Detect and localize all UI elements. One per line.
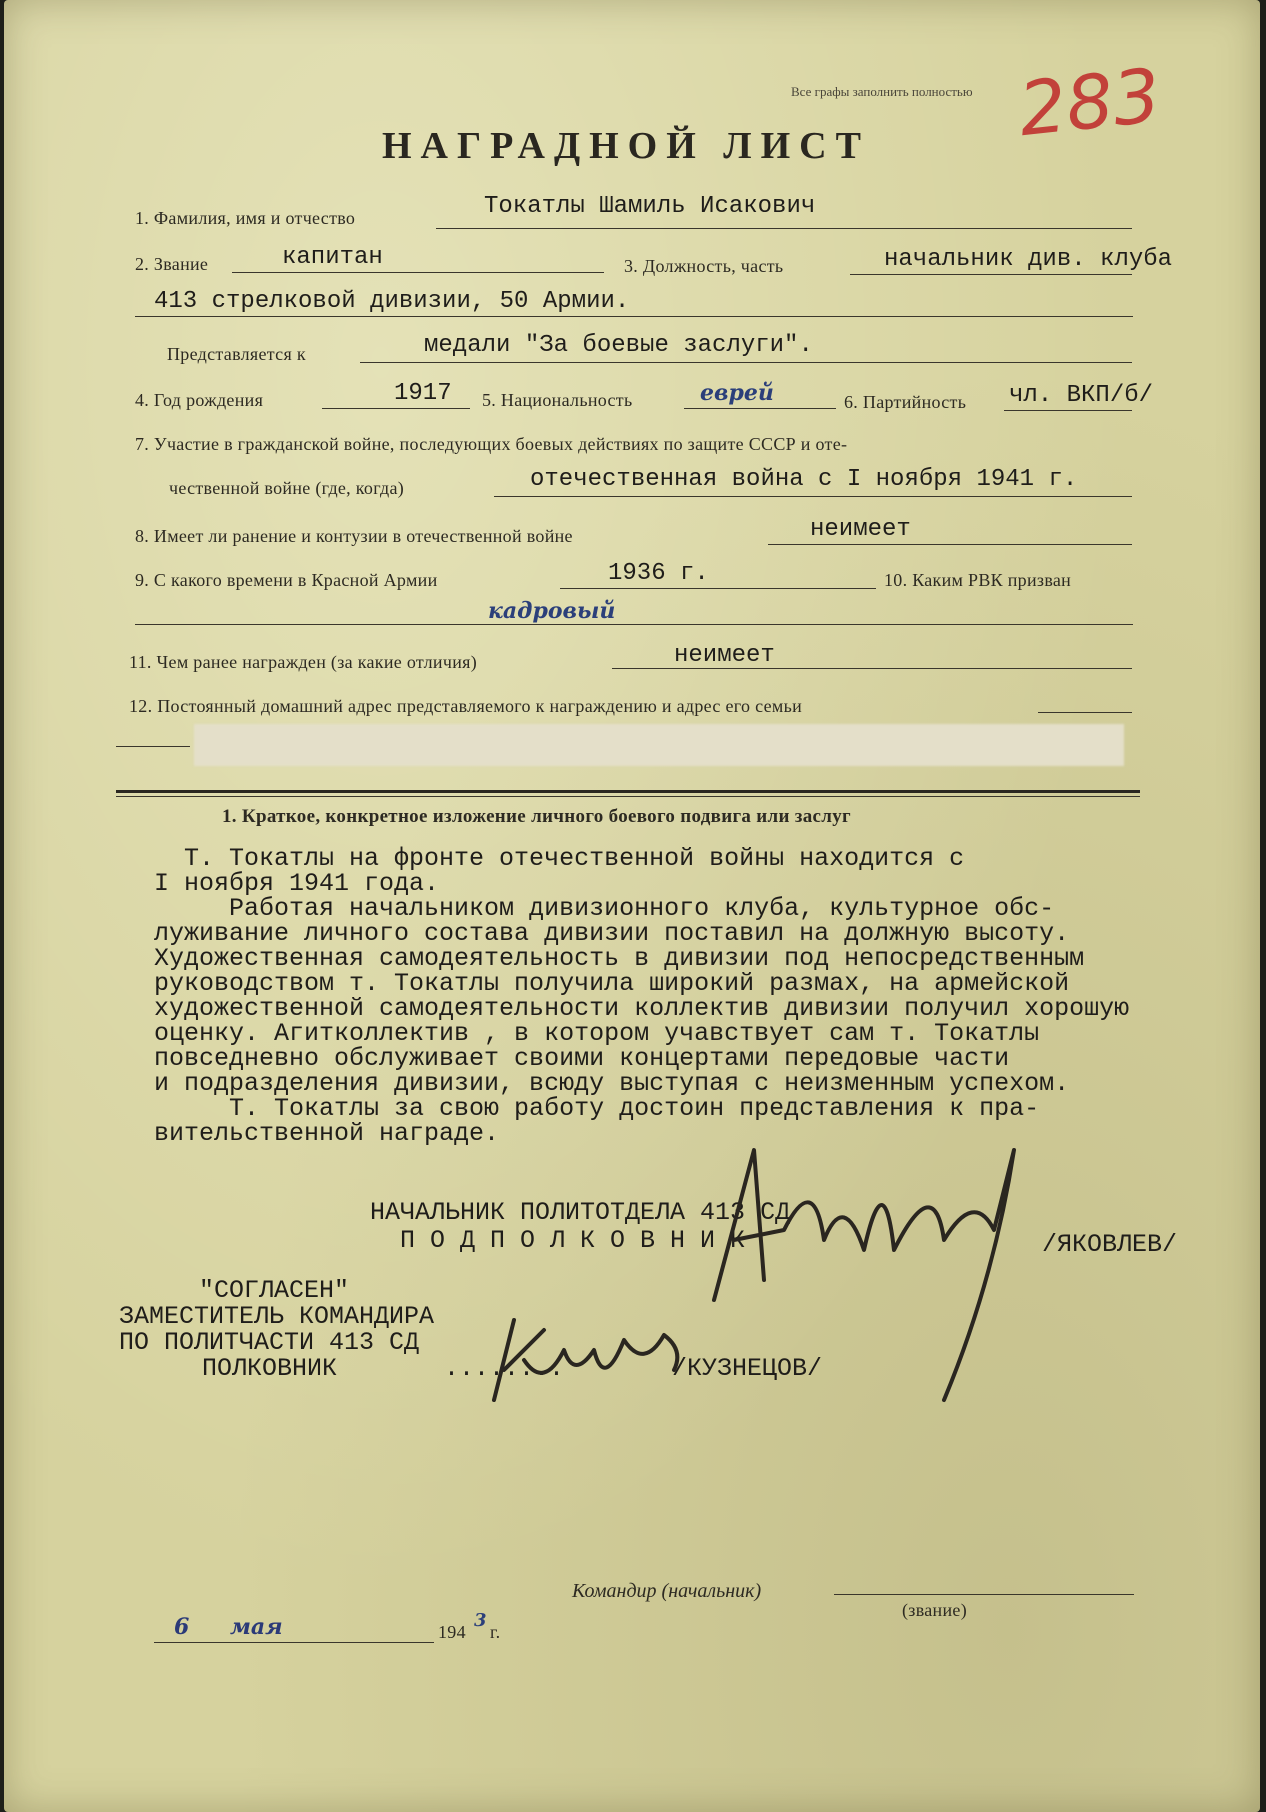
date-year-digit: 3 xyxy=(474,1610,487,1631)
field-3-value-cont: 413 стрелковой дивизии, 50 Армии. xyxy=(154,288,630,315)
redacted-address xyxy=(194,724,1124,766)
citation-line: оценку. Агитколлектив , в котором учавствует сам т. Токатлы xyxy=(154,1019,1040,1048)
archive-number: 283 xyxy=(1014,52,1165,154)
citation-line: Т. Токатлы за свою работу достоин представления к пра- xyxy=(154,1094,1040,1123)
field-2-line xyxy=(232,272,604,273)
signer-1-name: /ЯКОВЛЕВ/ xyxy=(1042,1230,1178,1259)
citation-line: Художественная самодеятельность в дивизии под непосредственным xyxy=(154,944,1085,973)
citation-text xyxy=(154,846,1129,1146)
field-3-line-cont xyxy=(135,316,1133,317)
field-1-value: Токатлы Шамиль Исакович xyxy=(484,193,816,220)
field-9-label: 9. С какого времени в Красной Армии xyxy=(135,570,438,590)
field-7-label-line2: чественной войне (где, когда) xyxy=(169,478,405,498)
citation-line: повседневно обслуживает своими концертами передовые части xyxy=(154,1044,1010,1073)
field-3-label: 3. Должность, часть xyxy=(624,256,784,276)
signer-2-subtitle: ПО ПОЛИТЧАСТИ 413 СД xyxy=(119,1328,420,1357)
award-sheet-page xyxy=(4,0,1260,1812)
field-6-line xyxy=(1004,410,1132,411)
field-4-value: 1917 xyxy=(394,380,452,407)
signer-2-title: ЗАМЕСТИТЕЛЬ КОМАНДИРА xyxy=(119,1302,435,1331)
field-10-line xyxy=(135,624,1133,625)
citation-line: Т. Токатлы на фронте отечественной войны находится с xyxy=(154,844,965,873)
field-11-value: неимеет xyxy=(674,642,775,669)
field-4-line xyxy=(322,408,470,409)
signer-2-name: /КУЗНЕЦОВ/ xyxy=(672,1354,823,1383)
section-divider-bottom xyxy=(116,796,1140,797)
field-5-label: 5. Национальность xyxy=(482,390,633,410)
date-day: 6 xyxy=(174,1614,190,1640)
section-heading: 1. Краткое, конкретное изложение личного боевого подвига или заслуг xyxy=(222,806,851,827)
citation-line: луживание личного состава дивизии поставил на должную высоту. xyxy=(154,919,1070,948)
commander-line xyxy=(834,1594,1134,1595)
field-3-value: начальник див. клуба xyxy=(884,246,1173,273)
field-7-line xyxy=(494,496,1132,497)
section-divider-top xyxy=(116,790,1140,793)
field-6-value: чл. ВКП/б/ xyxy=(1009,382,1154,409)
citation-line: вительственной награде. xyxy=(154,1119,500,1148)
field-1-line xyxy=(436,228,1132,229)
field-9-value: 1936 г. xyxy=(608,560,709,587)
agreed-stamp: "СОГЛАСЕН" xyxy=(199,1276,350,1305)
document-title: НАГРАДНОЙ ЛИСТ xyxy=(382,125,870,167)
fill-all-fields-note: Все графы заполнить полностью xyxy=(791,84,973,99)
field-11-label: 11. Чем ранее награжден (за какие отличия) xyxy=(129,652,477,672)
field-10-value: кадровый xyxy=(488,598,616,624)
field-8-line xyxy=(768,544,1132,545)
date-year-prefix: 194 xyxy=(438,1622,466,1642)
field-11-line xyxy=(612,668,1132,669)
citation-line: и подразделения дивизии, всюду выступая с неизменным успехом. xyxy=(154,1069,1070,1098)
field-4-label: 4. Год рождения xyxy=(135,390,264,410)
citation-line: Работая начальником дивизионного клуба, культурное обс- xyxy=(154,894,1055,923)
signer-1-title: НАЧАЛЬНИК ПОЛИТОТДЕЛА 413 СД xyxy=(370,1198,791,1227)
citation-line: художественной самодеятельности коллектив дивизии получил хорошую xyxy=(154,994,1130,1023)
date-line xyxy=(154,1642,434,1643)
field-7-value: отечественная война с I ноября 1941 г. xyxy=(530,466,1078,493)
field-10-label: 10. Каким РВК призван xyxy=(884,570,1072,590)
field-12-line xyxy=(1038,712,1132,713)
field-7-label-line1: 7. Участие в гражданской войне, последующих боевых действиях по защите СССР и оте- xyxy=(135,434,848,454)
field-1-label: 1. Фамилия, имя и отчество xyxy=(135,208,356,228)
commander-label: Командир (начальник) xyxy=(572,1580,762,1602)
field-6-label: 6. Партийность xyxy=(844,392,967,412)
presented-line xyxy=(360,362,1132,363)
field-12-label: 12. Постоянный домашний адрес представляемого к награждению и адрес его семьи xyxy=(129,696,803,716)
field-8-value: неимеет xyxy=(810,516,911,543)
citation-line: руководством т. Токатлы получила широкий размах, на армейской xyxy=(154,969,1070,998)
field-5-value: еврей xyxy=(700,380,774,406)
citation-line: I ноября 1941 года. xyxy=(154,869,440,898)
presented-label: Представляется к xyxy=(167,344,306,364)
field-8-label: 8. Имеет ли ранение и контузии в отечественной войне xyxy=(135,526,573,546)
field-2-label: 2. Звание xyxy=(135,254,209,274)
field-12-line-cont xyxy=(116,746,190,747)
signer-2-dots: ........ xyxy=(444,1354,565,1383)
field-5-line xyxy=(684,408,836,409)
field-9-line xyxy=(560,588,876,589)
date-year-suffix: г. xyxy=(490,1622,501,1642)
rank-label: (звание) xyxy=(902,1600,968,1620)
signer-2-rank: ПОЛКОВНИК xyxy=(202,1354,338,1383)
date-month: мая xyxy=(230,1614,283,1640)
signature-2 xyxy=(484,1300,704,1410)
field-2-value: капитан xyxy=(282,244,383,271)
presented-value: медали "За боевые заслуги". xyxy=(424,332,813,359)
signer-1-rank: П О Д П О Л К О В Н И К xyxy=(400,1226,746,1255)
field-3-line xyxy=(850,274,1132,275)
